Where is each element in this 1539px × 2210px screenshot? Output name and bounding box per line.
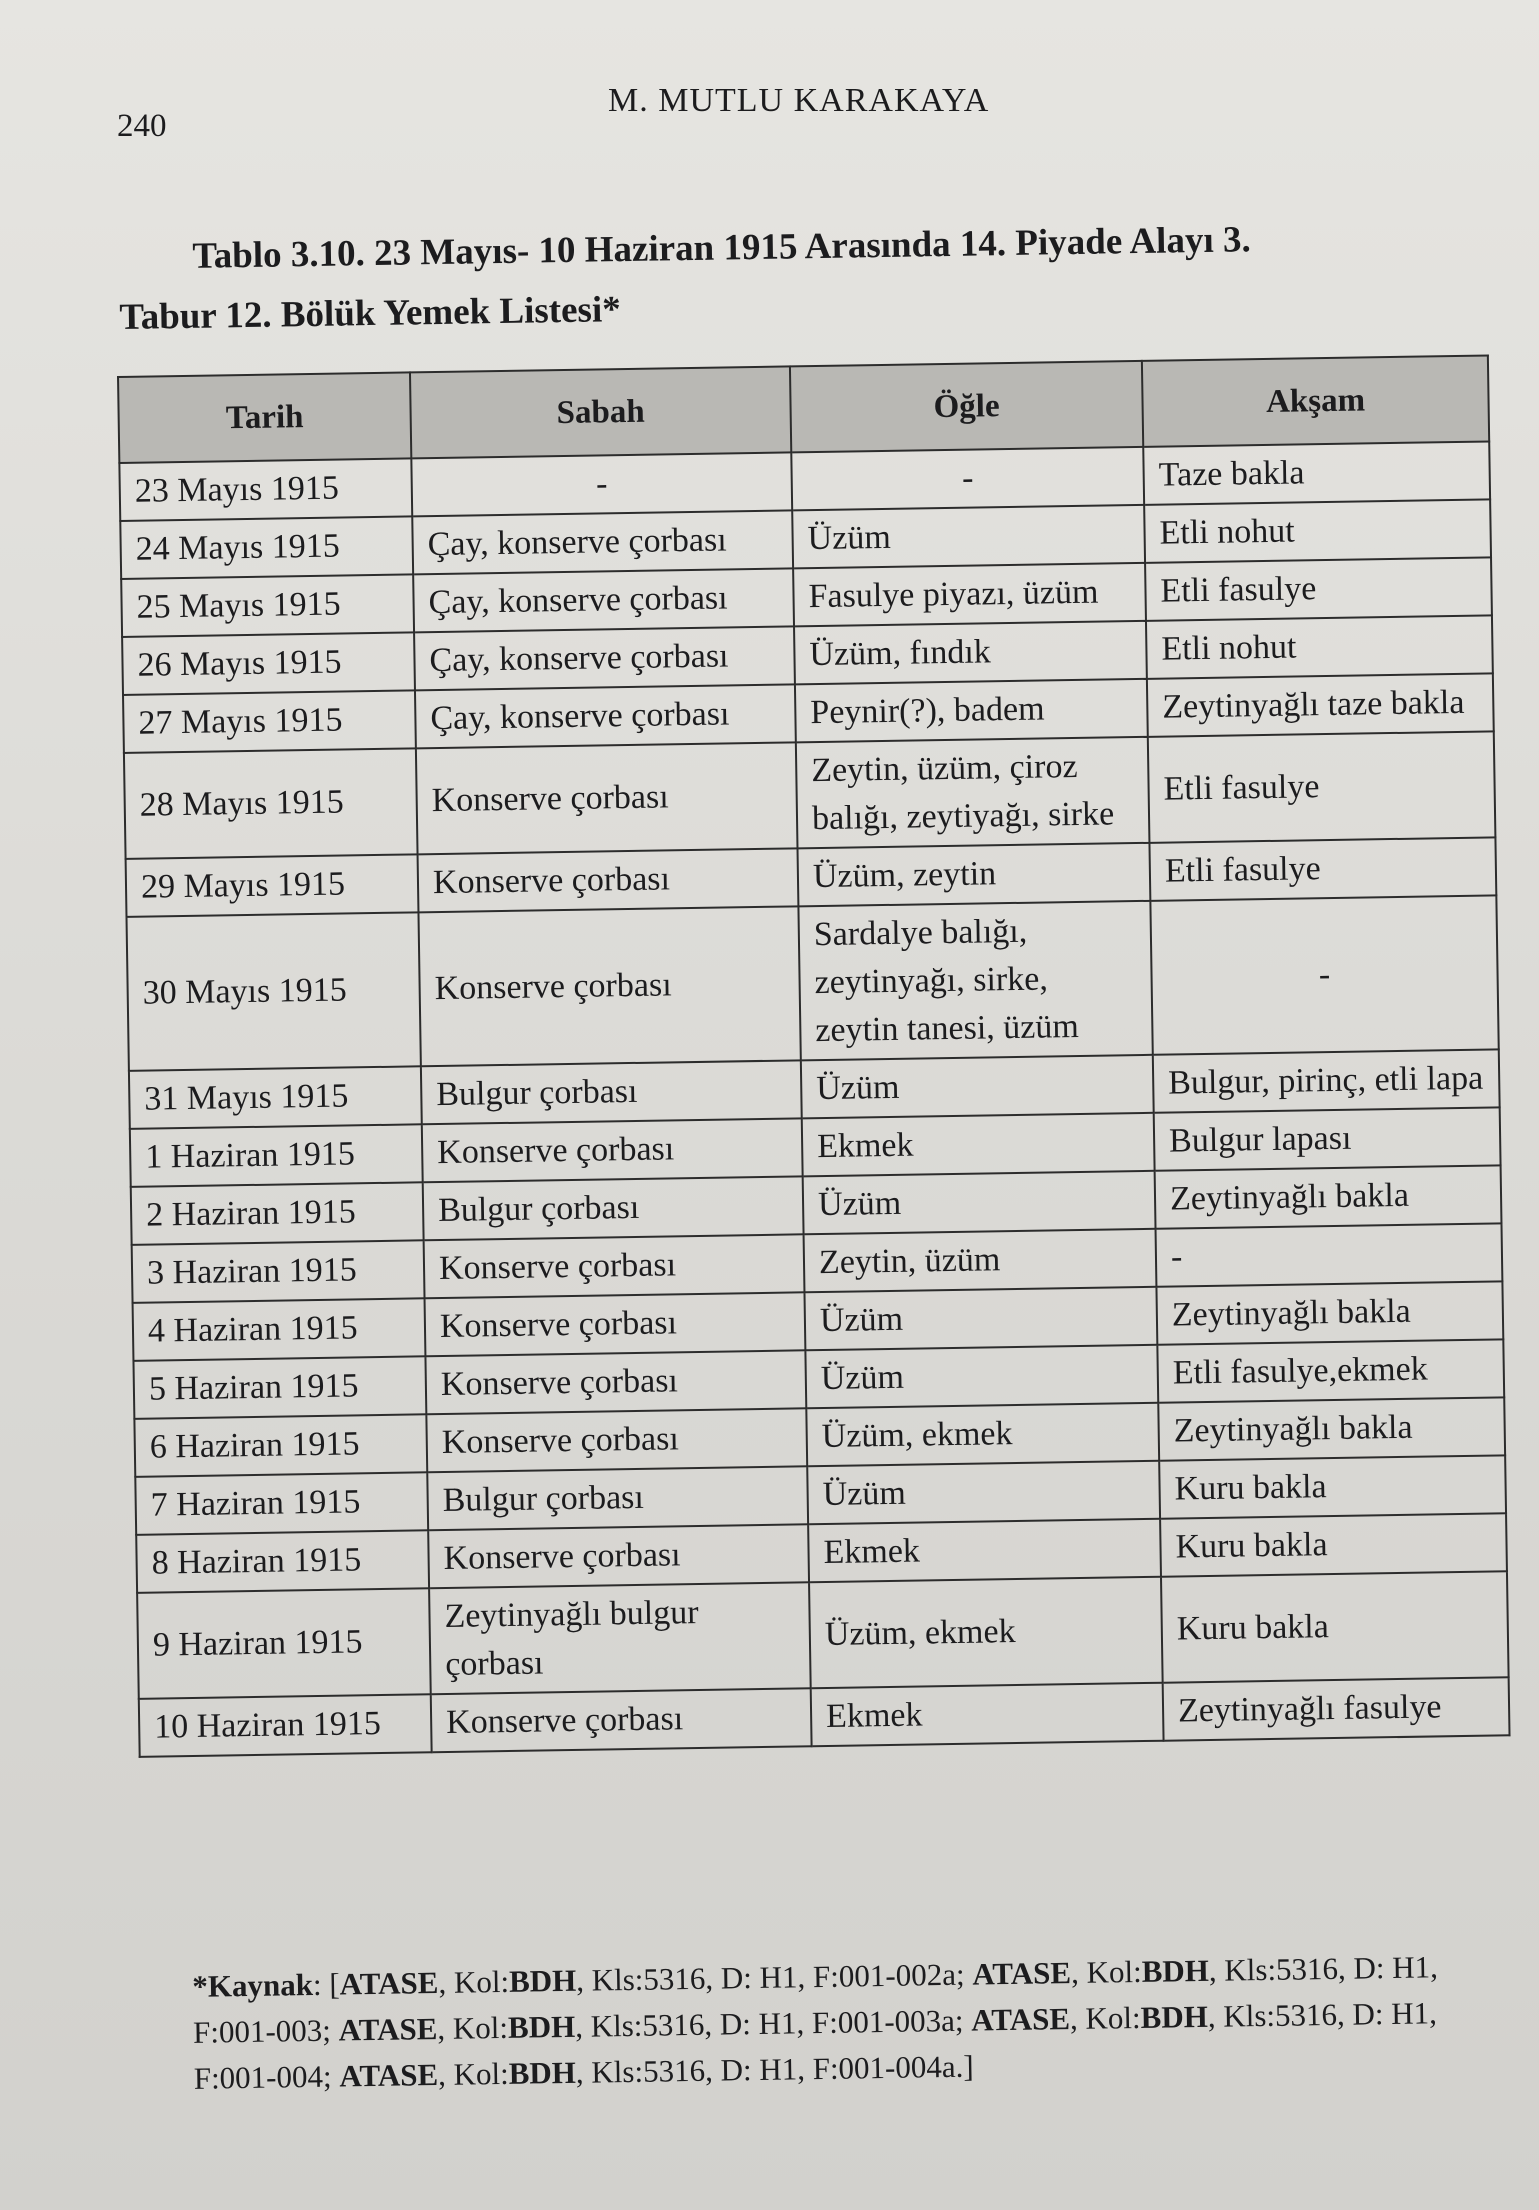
cell-aksam: Kuru bakla	[1161, 1571, 1509, 1682]
cell-aksam: Bulgur lapası	[1154, 1107, 1501, 1170]
meal-table	[117, 354, 1511, 1757]
header-aksam: Akşam	[1142, 355, 1489, 446]
cell-aksam: Etli fasulye	[1149, 837, 1496, 900]
running-head: M. MUTLU KARAKAYA	[608, 82, 990, 119]
cell-sabah: Bulgur çorbası	[427, 1466, 808, 1530]
cell-tarih: 26 Mayıs 1915	[122, 632, 415, 695]
cell-ogle: Üzüm, ekmek	[809, 1577, 1163, 1689]
cell-tarih: 24 Mayıs 1915	[120, 516, 413, 579]
cell-sabah: Konserve çorbası	[425, 1350, 806, 1414]
cell-ogle: Peynir(?), badem	[795, 679, 1148, 743]
cell-sabah: Bulgur çorbası	[423, 1176, 804, 1240]
cell-ogle: Zeytin, üzüm, çiroz balığı, zeytiyağı, sirke	[796, 737, 1150, 849]
header-tarih: Tarih	[118, 372, 411, 463]
cell-aksam: Zeytinyağlı bakla	[1158, 1397, 1505, 1460]
cell-tarih: 5 Haziran 1915	[133, 1356, 426, 1419]
cell-tarih: 4 Haziran 1915	[133, 1298, 426, 1361]
cell-sabah: Konserve çorbası	[418, 906, 800, 1066]
cell-aksam: Etli nohut	[1146, 615, 1493, 678]
table-caption-line-2: Tabur 12. Bölük Yemek Listesi*	[119, 289, 621, 338]
cell-ogle: Zeytin, üzüm	[804, 1229, 1157, 1293]
cell-ogle: Üzüm, zeytin	[798, 843, 1151, 907]
cell-aksam: Zeytinyağlı fasulye	[1163, 1677, 1510, 1740]
cell-ogle: Üzüm, ekmek	[806, 1403, 1159, 1467]
cell-ogle: Ekmek	[811, 1683, 1164, 1747]
cell-aksam: Etli fasulye,ekmek	[1157, 1339, 1504, 1402]
cell-ogle: Ekmek	[802, 1113, 1155, 1177]
cell-sabah: Çay, konserve çorbası	[414, 626, 795, 690]
table-caption-line-1: Tablo 3.10. 23 Mayıs- 10 Haziran 1915 Arasında 14. Piyade Alayı 3.	[192, 219, 1252, 277]
cell-aksam: -	[1150, 895, 1498, 1054]
cell-aksam: -	[1156, 1223, 1503, 1286]
cell-aksam: Zeytinyağlı bakla	[1156, 1281, 1503, 1344]
cell-ogle: Üzüm	[801, 1055, 1154, 1119]
cell-tarih: 9 Haziran 1915	[137, 1588, 431, 1699]
cell-tarih: 23 Mayıs 1915	[119, 458, 412, 521]
cell-aksam: Zeytinyağlı bakla	[1155, 1165, 1502, 1228]
cell-ogle: Üzüm	[807, 1461, 1160, 1525]
cell-sabah: Çay, konserve çorbası	[415, 684, 796, 748]
cell-sabah: Konserve çorbası	[424, 1234, 805, 1298]
cell-sabah: Konserve çorbası	[418, 848, 799, 912]
page-number: 240	[117, 108, 167, 144]
header-sabah: Sabah	[410, 366, 791, 458]
cell-tarih: 28 Mayıs 1915	[124, 748, 418, 859]
cell-ogle: Üzüm	[792, 505, 1145, 569]
table-caption	[118, 206, 1490, 348]
cell-aksam: Etli fasulye	[1145, 557, 1492, 620]
cell-tarih: 3 Haziran 1915	[132, 1240, 425, 1303]
footnote-text: [ATASE, Kol:BDH, Kls:5316, D: H1, F:001-002a; ATASE, Kol:BDH, Kls:5316, D: H1, F:001-003; ATASE, Kol:BDH, Kls:5316, D: H1, F:001-003a; ATASE, Kol:BDH, Kls:5316, D: H1, F:001-004; ATASE, Kol:BDH, Kls:5316, D: H1, F:001-004a.]	[192, 1949, 1439, 2096]
cell-tarih: 6 Haziran 1915	[134, 1414, 427, 1477]
cell-ogle: Üzüm	[804, 1287, 1157, 1351]
cell-tarih: 8 Haziran 1915	[136, 1530, 429, 1593]
cell-sabah: Konserve çorbası	[422, 1118, 803, 1182]
cell-tarih: 27 Mayıs 1915	[123, 690, 416, 753]
table-row	[126, 895, 1498, 1071]
cell-sabah: Konserve çorbası	[431, 1688, 812, 1752]
cell-tarih: 1 Haziran 1915	[130, 1124, 423, 1187]
cell-aksam: Etli nohut	[1144, 499, 1491, 562]
cell-aksam: Etli fasulye	[1148, 731, 1496, 842]
cell-ogle: Fasulye piyazı, üzüm	[793, 563, 1146, 627]
cell-tarih: 31 Mayıs 1915	[129, 1066, 422, 1129]
cell-sabah: -	[411, 452, 792, 516]
cell-tarih: 30 Mayıs 1915	[126, 912, 420, 1071]
cell-aksam: Kuru bakla	[1160, 1513, 1507, 1576]
footnote-body: *Kaynak: [ATASE, Kol:BDH, Kls:5316, D: H1, F:001-002a; ATASE, Kol:BDH, Kls:5316, D: H1, F:001-003; ATASE, Kol:BDH, Kls:5316, D: H1, F:001-003a; ATASE, Kol:BDH, Kls:5316, D: H1, F:001-004; ATASE, Kol:BDH, Kls:5316, D: H1, F:001-004a.]	[192, 1949, 1439, 2096]
cell-tarih: 29 Mayıs 1915	[126, 854, 419, 917]
cell-ogle: -	[791, 447, 1144, 511]
cell-sabah: Bulgur çorbası	[421, 1060, 802, 1124]
source-footnote	[118, 1944, 1480, 2103]
cell-tarih: 10 Haziran 1915	[139, 1694, 432, 1757]
cell-sabah: Konserve çorbası	[416, 742, 798, 854]
header-ogle: Öğle	[790, 361, 1143, 453]
cell-sabah: Konserve çorbası	[426, 1408, 807, 1472]
cell-aksam: Kuru bakla	[1159, 1455, 1506, 1518]
cell-ogle: Üzüm	[803, 1171, 1156, 1235]
cell-sabah: Zeytinyağlı bulgur çorbası	[429, 1582, 811, 1694]
cell-sabah: Çay, konserve çorbası	[413, 568, 794, 632]
cell-aksam: Taze bakla	[1143, 441, 1490, 504]
meal-table-wrapper	[117, 354, 1509, 1757]
cell-aksam: Zeytinyağlı taze bakla	[1147, 673, 1494, 736]
footnote-label: *Kaynak	[192, 1966, 314, 2004]
cell-sabah: Konserve çorbası	[425, 1292, 806, 1356]
cell-ogle: Üzüm	[805, 1345, 1158, 1409]
cell-tarih: 7 Haziran 1915	[135, 1472, 428, 1535]
cell-sabah: Konserve çorbası	[428, 1524, 809, 1588]
cell-tarih: 2 Haziran 1915	[131, 1182, 424, 1245]
cell-ogle: Ekmek	[808, 1519, 1161, 1583]
cell-ogle: Üzüm, fındık	[794, 621, 1147, 685]
meal-table-body	[119, 441, 1509, 1756]
cell-ogle: Sardalye balığı, zeytinyağı, sirke, zeytin tanesi, üzüm	[798, 901, 1152, 1061]
cell-tarih: 25 Mayıs 1915	[121, 574, 414, 637]
cell-aksam: Bulgur, pirinç, etli lapa	[1153, 1049, 1500, 1112]
cell-sabah: Çay, konserve çorbası	[412, 510, 793, 574]
